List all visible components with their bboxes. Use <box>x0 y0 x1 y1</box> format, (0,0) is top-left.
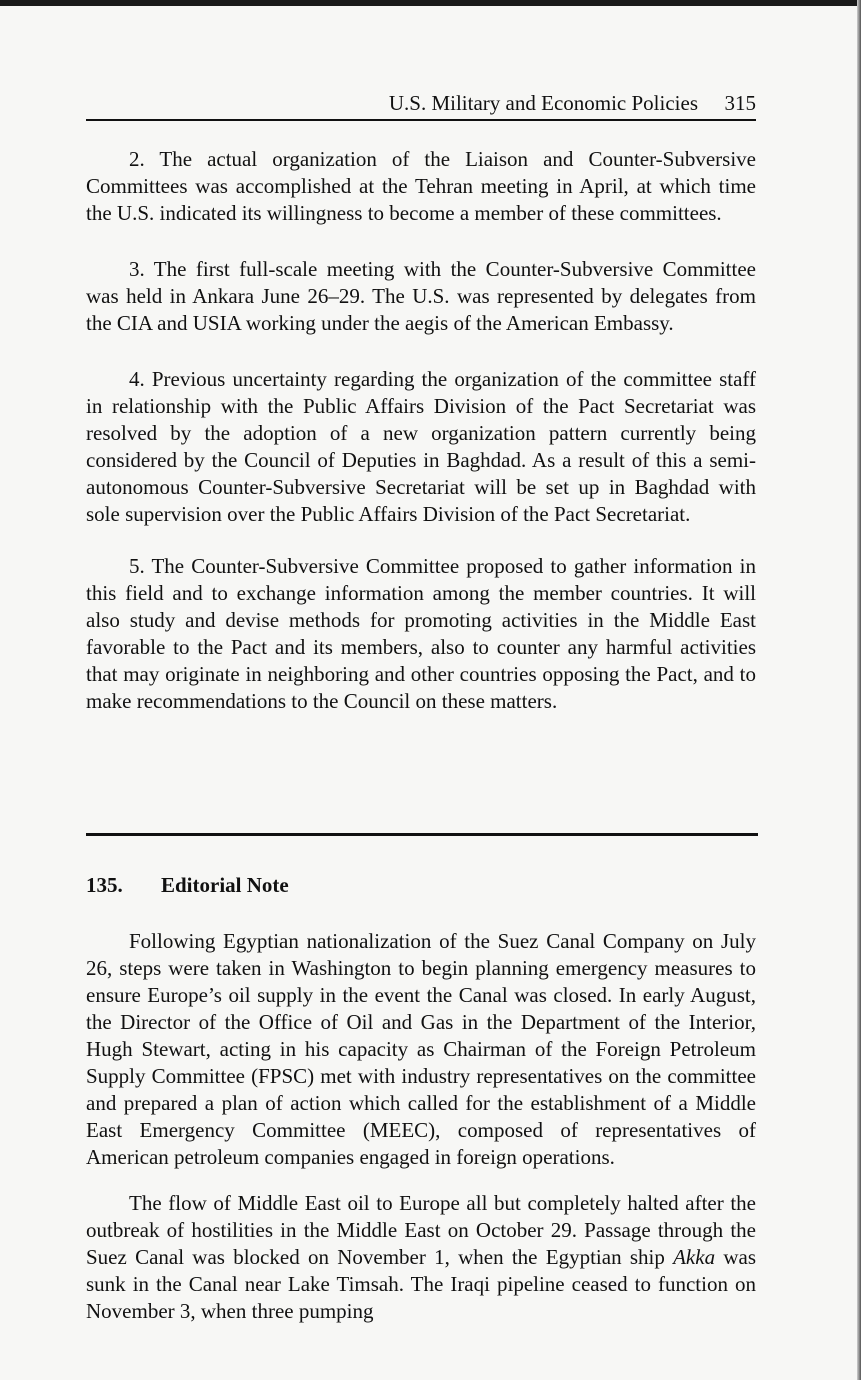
running-head-title: U.S. Military and Economic Policies <box>388 91 698 115</box>
paragraph-item-3: 3. The first full-scale meeting with the Counter-Subversive Committee was held in Ankara June 26–29. The U.S. was represented by delegates from the CIA and USIA working under the aegis of the American Embassy. <box>86 257 756 335</box>
editorial-note-heading <box>86 871 289 899</box>
editorial-note-paragraph-2 <box>86 1190 756 1325</box>
scan-top-edge <box>0 0 861 6</box>
ship-name: Akka <box>673 1245 716 1269</box>
editorial-note-paragraph-1: Following Egyptian nationalization of the Suez Canal Company on July 26, steps were taken in Washington to begin planning emergency measures to ensure Europe’s oil supply in the event the Canal was closed. In early August, the Director of the Office of Oil and Gas in the Department of the Interior, Hugh Stewart, acting in his capacity as Chairman of the Foreign Petroleum Supply Committee (FPSC) met with industry representatives on the committee and prepared a plan of action which called for the establishment of a Middle East Emergency Committee (MEEC), composed of representatives of American petroleum companies engaged in foreign operations. <box>86 929 756 1169</box>
paragraph-item-5: 5. The Counter-Subversive Committee proposed to gather information in this field and to exchange information among the member countries. It will also study and devise methods for promoting activities in the Middle East favorable to the Pact and its members, also to counter any harmful activities that may originate in neighboring and other countries opposing the Pact, and to make recommendations to the Council on these matters. <box>86 554 756 713</box>
paragraph-item-2: 2. The actual organization of the Liaison and Counter-Subversive Committees was accomplished at the Tehran meeting in April, at which time the U.S. indicated its willingness to become a member of these committees. <box>86 147 756 225</box>
editorial-note-number: 135. <box>86 873 123 897</box>
editorial-note-title: Editorial Note <box>161 873 289 897</box>
section-divider <box>86 833 758 836</box>
running-head <box>86 89 756 121</box>
note-text-before-ship: The flow of Middle East oil to Europe all but completely halted after the outbreak of hostilities in the Middle East on October 29. Passage through the Suez Canal was blocked on November 1, when the Egyptian ship <box>86 1191 756 1269</box>
scan-right-edge <box>857 0 861 1380</box>
page-number: 315 <box>724 91 756 115</box>
note-text-after-ship: was sunk in the Canal near Lake Timsah. The Iraqi pipeline ceased to function on November 3, when three pumping <box>86 1245 756 1323</box>
paragraph-item-4: 4. Previous uncertainty regarding the organization of the committee staff in relationship with the Public Affairs Division of the Pact Secretariat was resolved by the adoption of a new organization pattern currently being considered by the Council of Deputies in Baghdad. As a result of this a semi-autonomous Counter-Subversive Secretariat will be set up in Baghdad with sole supervision over the Public Affairs Division of the Pact Secretariat. <box>86 367 756 526</box>
